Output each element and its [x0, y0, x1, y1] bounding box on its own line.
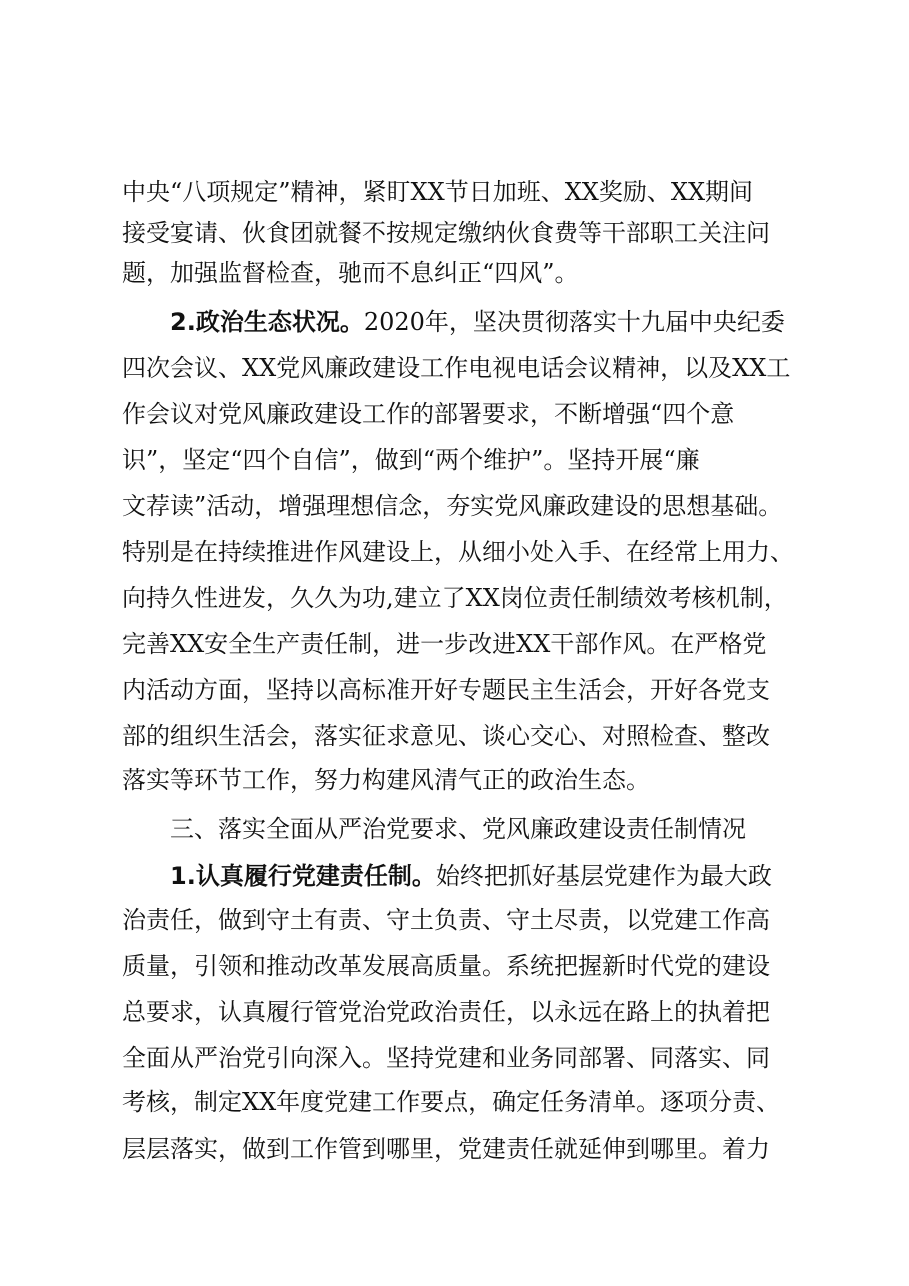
paragraph-line: 考核，制定XX年度党建工作要点，确定任务清单。逐项分责、 — [122, 1088, 781, 1116]
paragraph-line: 接受宴请、伙食团就餐不按规定缴纳伙食费等干部职工关注问 — [122, 219, 770, 247]
paragraph-first-line — [170, 856, 802, 896]
paragraph-line: 全面从严治党引向深入。坚持党建和业务同部署、同落实、同 — [122, 1044, 770, 1072]
paragraph-text: 始终把抓好基层党建作为最大政 — [435, 862, 772, 890]
section-heading: 三、落实全面从严治党要求、党风廉政建设责任制情况 — [170, 815, 746, 843]
paragraph-heading: 2.政治生态状况。 — [170, 308, 364, 336]
paragraph-heading: 1.认真履行党建责任制。 — [170, 862, 436, 890]
paragraph-first-line — [170, 302, 802, 342]
paragraph-line: 文荐读”活动，增强理想信念，夯实党风廉政建设的思想基础。 — [122, 492, 783, 520]
paragraph-line: 识”，坚定“四个自信”，做到“两个维护”。坚持开展“廉 — [122, 446, 700, 474]
paragraph-line: 完善XX安全生产责任制，进一步改进XX干部作风。在严格党 — [122, 630, 767, 658]
paragraph-line: 质量，引领和推动改革发展高质量。系统把握新时代党的建设 — [122, 952, 770, 980]
paragraph-line: 题，加强监督检查，驰而不息纠正“四风”。 — [122, 259, 579, 287]
paragraph-line: 向持久性进发，久久为功,建立了XX岗位责任制绩效考核机制， — [122, 584, 788, 612]
paragraph-line: 落实等环节工作，努力构建风清气正的政治生态。 — [122, 766, 650, 794]
paragraph-line: 层层落实，做到工作管到哪里，党建责任就延伸到哪里。着力 — [122, 1135, 770, 1163]
paragraph-line: 治责任，做到守土有责、守土负责、守土尽责，以党建工作高 — [122, 906, 770, 934]
paragraph-line: 特别是在持续推进作风建设上，从细小处入手、在经常上用力、 — [122, 538, 794, 566]
paragraph-line: 内活动方面，坚持以高标准开好专题民主生活会，开好各党支 — [122, 676, 770, 704]
paragraph-line: 中央“八项规定”精神，紧盯XX节日加班、XX奖励、XX期间 — [122, 178, 754, 206]
paragraph-line: 作会议对党风廉政建设工作的部署要求，不断增强“四个意 — [122, 400, 735, 428]
paragraph-line: 四次会议、XX党风廉政建设工作电视电话会议精神，以及XX工 — [122, 354, 791, 382]
paragraph-line: 总要求，认真履行管党治党政治责任，以永远在路上的执着把 — [122, 998, 770, 1026]
paragraph-line: 部的组织生活会，落实征求意见、谈心交心、对照检查、整改 — [122, 722, 770, 750]
paragraph-text: 2020年，坚决贯彻落实十九届中央纪委 — [363, 308, 785, 336]
